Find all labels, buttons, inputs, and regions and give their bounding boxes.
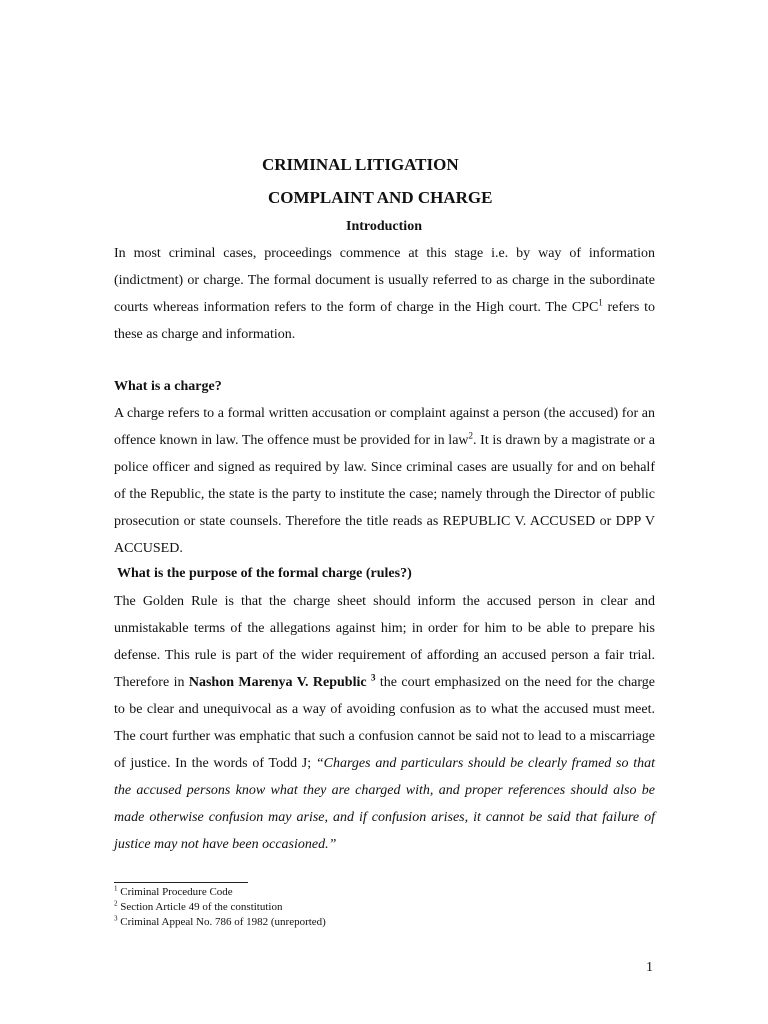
footnote-3-number: 3 (114, 914, 118, 923)
page-number: 1 (646, 960, 653, 975)
footnote-3 (114, 916, 326, 929)
title-line-1: CRIMINAL LITIGATION (262, 155, 459, 174)
introduction-heading: Introduction (346, 219, 422, 234)
footnote-ref-1: 1 (598, 297, 603, 308)
charge-heading: What is a charge? (114, 379, 222, 394)
footnote-2 (114, 901, 282, 914)
footnote-3-text: Criminal Appeal No. 786 of 1982 (unreported) (120, 916, 326, 928)
purpose-heading: What is the purpose of the formal charge (rules?) (117, 566, 412, 581)
todd-quote: “Charges and particulars should be clearly framed so that the accused persons know what they are charged with, and proper references should also be made otherwise confusion may arise, and if confusion arises, it cannot be said that failure of justice may not have been occasioned.” (114, 756, 655, 852)
intro-text-1: In most criminal cases, proceedings commence at this stage i.e. by way of information (indictment) or charge. The formal document is usually referred to as charge in the subordinate courts whereas information refers to the form of charge in the High court. The CPC (114, 246, 655, 315)
title-line-2: COMPLAINT AND CHARGE (268, 188, 493, 207)
purpose-paragraph (114, 588, 655, 858)
footnote-2-number: 2 (114, 899, 118, 908)
introduction-paragraph (114, 240, 655, 348)
charge-text-1: A charge refers to a formal written accusation or complaint against a person (the accused) for an offence known in law. The offence must be provided for in law (114, 406, 655, 448)
purpose-text-2: the court emphasized on the need for the charge to be clear and unequivocal as a way of avoiding confusion as to what the accused must meet. The court further was emphatic that such a confusion cannot be said not to lead to a miscarriage of justice. In the words of Todd J; (114, 675, 655, 771)
intro-text-2: refers to these as charge and information. (114, 300, 655, 342)
charge-text-2: . It is drawn by a magistrate or a police officer and signed as required by law. Since criminal cases are usually for and on behalf of the Republic, the state is the party to institute the case; namely through the Director of public prosecution or state counsels. Therefore the title reads as REPUBLIC V. ACCUSED or DPP V ACCUSED. (114, 433, 655, 556)
footnote-2-text: Section Article 49 of the constitution (120, 901, 283, 913)
footnote-1 (114, 886, 233, 899)
footnote-ref-2: 2 (468, 430, 474, 441)
charge-paragraph (114, 400, 655, 562)
purpose-text-1: The Golden Rule is that the charge sheet should inform the accused person in clear and unmistakable terms of the allegations against him; in order for him to be able to prepare his defense. This rule is part of the wider requirement of affording an accused person a fair trial. Therefore in (114, 594, 655, 690)
footnote-ref-3: 3 (370, 672, 376, 683)
footnote-1-text: Criminal Procedure Code (120, 886, 233, 898)
case-name: Nashon Marenya V. Republic (188, 675, 367, 690)
footnote-separator (114, 882, 248, 883)
footnote-1-number: 1 (114, 884, 118, 893)
